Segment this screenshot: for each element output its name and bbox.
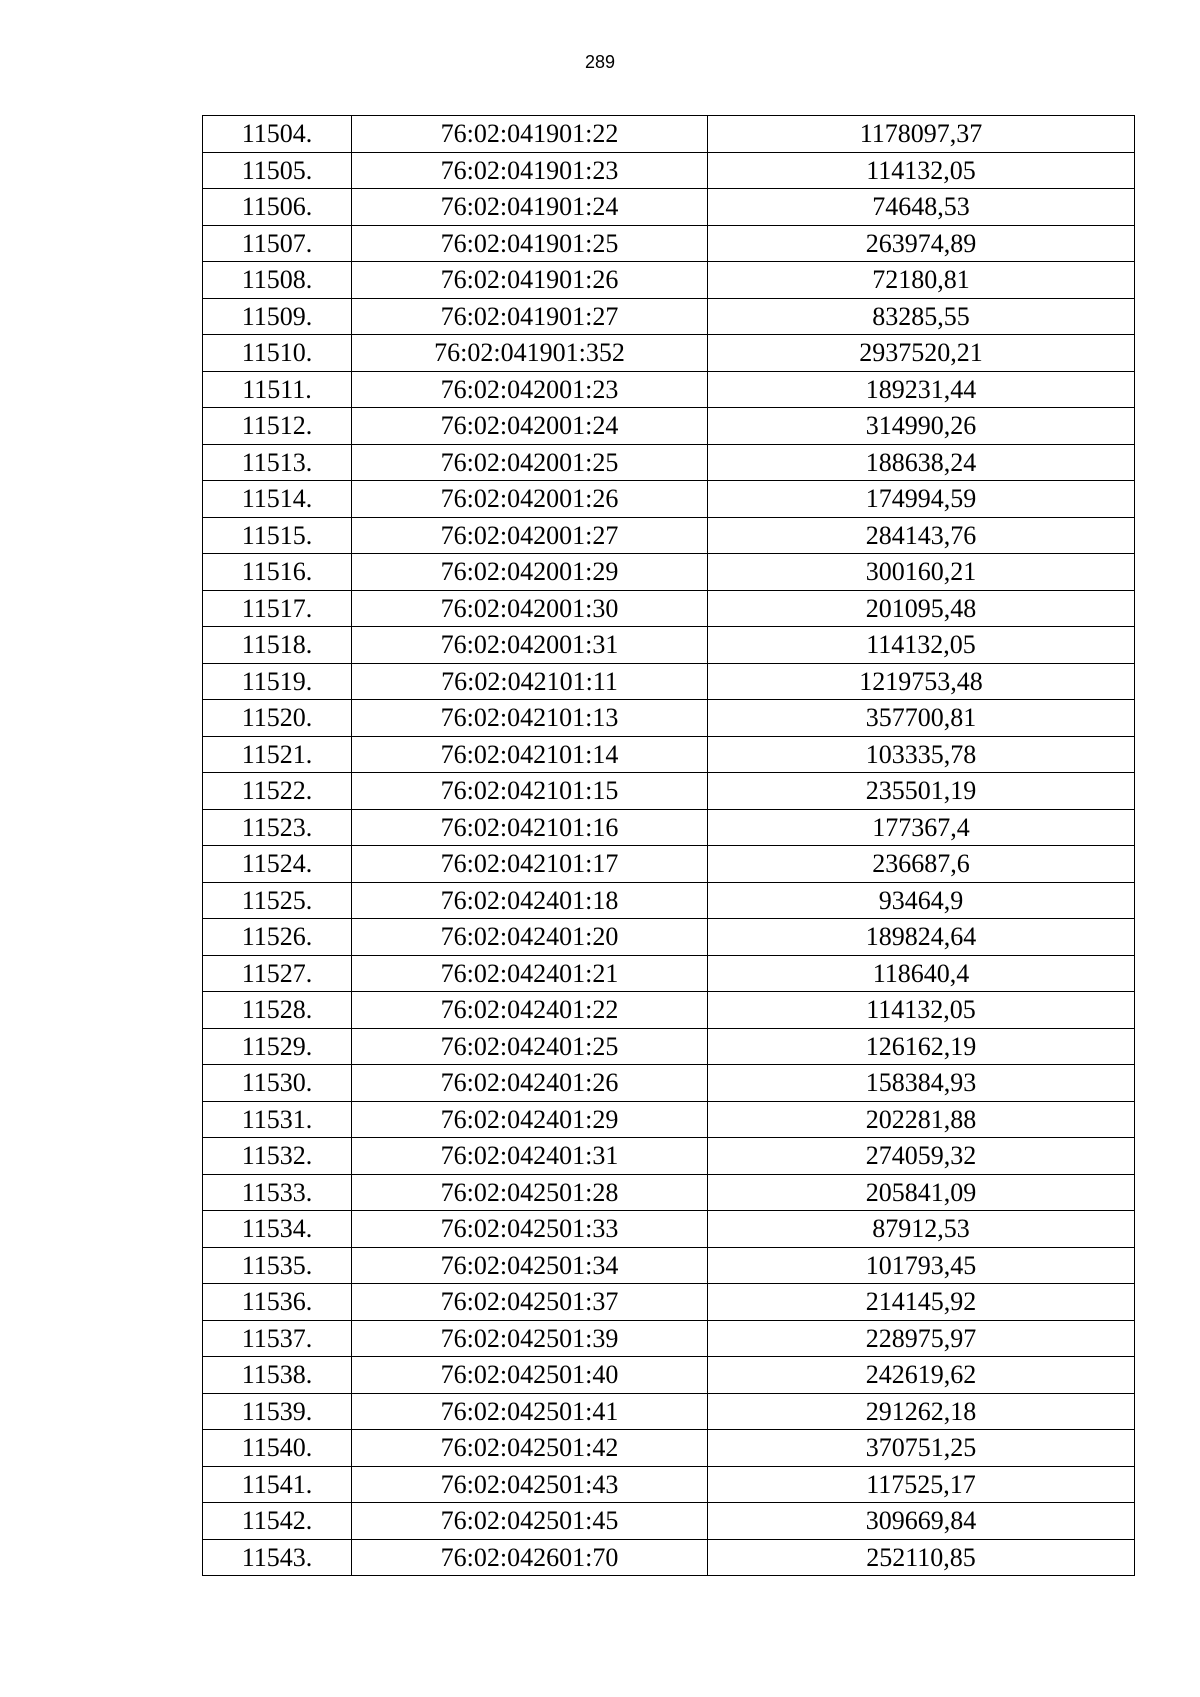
table-row [203, 1393, 1135, 1430]
table-row [203, 955, 1135, 992]
value-cell: 93464,9 [708, 882, 1135, 919]
value-cell: 158384,93 [708, 1065, 1135, 1102]
cadastral-number-cell: 76:02:041901:26 [352, 262, 708, 299]
table-row [203, 1320, 1135, 1357]
value-cell: 101793,45 [708, 1247, 1135, 1284]
table-row [203, 1101, 1135, 1138]
row-number-cell: 11528. [203, 992, 352, 1029]
cadastral-number-cell: 76:02:042401:20 [352, 919, 708, 956]
row-number-cell: 11509. [203, 298, 352, 335]
value-cell: 284143,76 [708, 517, 1135, 554]
row-number-cell: 11510. [203, 335, 352, 372]
row-number-cell: 11533. [203, 1174, 352, 1211]
value-cell: 103335,78 [708, 736, 1135, 773]
table-row [203, 736, 1135, 773]
cadastral-number-cell: 76:02:042001:30 [352, 590, 708, 627]
row-number-cell: 11540. [203, 1430, 352, 1467]
table-row [203, 408, 1135, 445]
table-row [203, 1174, 1135, 1211]
value-cell: 357700,81 [708, 700, 1135, 737]
table-row [203, 335, 1135, 372]
row-number-cell: 11524. [203, 846, 352, 883]
table-row [203, 1065, 1135, 1102]
value-cell: 252110,85 [708, 1539, 1135, 1576]
value-cell: 1219753,48 [708, 663, 1135, 700]
cadastral-number-cell: 76:02:042401:18 [352, 882, 708, 919]
table-row [203, 663, 1135, 700]
row-number-cell: 11527. [203, 955, 352, 992]
cadastral-number-cell: 76:02:042401:22 [352, 992, 708, 1029]
table-row [203, 809, 1135, 846]
cadastral-number-cell: 76:02:042101:11 [352, 663, 708, 700]
value-cell: 236687,6 [708, 846, 1135, 883]
row-number-cell: 11520. [203, 700, 352, 737]
cadastral-number-cell: 76:02:042501:45 [352, 1503, 708, 1540]
row-number-cell: 11506. [203, 189, 352, 226]
value-cell: 189824,64 [708, 919, 1135, 956]
table-row [203, 1539, 1135, 1576]
value-cell: 274059,32 [708, 1138, 1135, 1175]
value-cell: 228975,97 [708, 1320, 1135, 1357]
row-number-cell: 11534. [203, 1211, 352, 1248]
value-cell: 83285,55 [708, 298, 1135, 335]
row-number-cell: 11507. [203, 225, 352, 262]
cadastral-number-cell: 76:02:041901:27 [352, 298, 708, 335]
table-row [203, 1430, 1135, 1467]
value-cell: 205841,09 [708, 1174, 1135, 1211]
row-number-cell: 11518. [203, 627, 352, 664]
cadastral-number-cell: 76:02:042401:25 [352, 1028, 708, 1065]
row-number-cell: 11529. [203, 1028, 352, 1065]
value-cell: 114132,05 [708, 152, 1135, 189]
row-number-cell: 11505. [203, 152, 352, 189]
value-cell: 74648,53 [708, 189, 1135, 226]
table-row [203, 700, 1135, 737]
row-number-cell: 11513. [203, 444, 352, 481]
cadastral-number-cell: 76:02:042601:70 [352, 1539, 708, 1576]
row-number-cell: 11542. [203, 1503, 352, 1540]
value-cell: 189231,44 [708, 371, 1135, 408]
row-number-cell: 11516. [203, 554, 352, 591]
cadastral-number-cell: 76:02:041901:22 [352, 116, 708, 153]
cadastral-number-cell: 76:02:042401:29 [352, 1101, 708, 1138]
table-row [203, 298, 1135, 335]
cadastral-number-cell: 76:02:042501:37 [352, 1284, 708, 1321]
row-number-cell: 11535. [203, 1247, 352, 1284]
value-cell: 291262,18 [708, 1393, 1135, 1430]
value-cell: 114132,05 [708, 992, 1135, 1029]
data-table [202, 115, 1135, 1576]
row-number-cell: 11511. [203, 371, 352, 408]
value-cell: 126162,19 [708, 1028, 1135, 1065]
row-number-cell: 11532. [203, 1138, 352, 1175]
cadastral-number-cell: 76:02:042501:40 [352, 1357, 708, 1394]
row-number-cell: 11504. [203, 116, 352, 153]
cadastral-number-cell: 76:02:042001:24 [352, 408, 708, 445]
value-cell: 177367,4 [708, 809, 1135, 846]
table-row [203, 773, 1135, 810]
value-cell: 201095,48 [708, 590, 1135, 627]
row-number-cell: 11519. [203, 663, 352, 700]
page-number: 289 [584, 52, 616, 72]
cadastral-number-cell: 76:02:042001:29 [352, 554, 708, 591]
row-number-cell: 11536. [203, 1284, 352, 1321]
row-number-cell: 11525. [203, 882, 352, 919]
cadastral-number-cell: 76:02:042001:25 [352, 444, 708, 481]
cadastral-number-cell: 76:02:042101:17 [352, 846, 708, 883]
table-row [203, 116, 1135, 153]
cadastral-number-cell: 76:02:042101:14 [352, 736, 708, 773]
row-number-cell: 11543. [203, 1539, 352, 1576]
table-row [203, 919, 1135, 956]
value-cell: 2937520,21 [708, 335, 1135, 372]
row-number-cell: 11541. [203, 1466, 352, 1503]
value-cell: 309669,84 [708, 1503, 1135, 1540]
table-row [203, 882, 1135, 919]
cadastral-number-cell: 76:02:042001:31 [352, 627, 708, 664]
value-cell: 242619,62 [708, 1357, 1135, 1394]
table-row [203, 1138, 1135, 1175]
table-row [203, 1503, 1135, 1540]
cadastral-number-cell: 76:02:042101:16 [352, 809, 708, 846]
cadastral-number-cell: 76:02:041901:23 [352, 152, 708, 189]
row-number-cell: 11515. [203, 517, 352, 554]
cadastral-number-cell: 76:02:042101:13 [352, 700, 708, 737]
table-row [203, 1028, 1135, 1065]
cadastral-number-cell: 76:02:042401:31 [352, 1138, 708, 1175]
value-cell: 300160,21 [708, 554, 1135, 591]
table-row [203, 481, 1135, 518]
table-row [203, 371, 1135, 408]
cadastral-number-cell: 76:02:042401:21 [352, 955, 708, 992]
cadastral-number-cell: 76:02:042501:42 [352, 1430, 708, 1467]
row-number-cell: 11514. [203, 481, 352, 518]
table-row [203, 590, 1135, 627]
row-number-cell: 11523. [203, 809, 352, 846]
value-cell: 370751,25 [708, 1430, 1135, 1467]
row-number-cell: 11530. [203, 1065, 352, 1102]
value-cell: 263974,89 [708, 225, 1135, 262]
value-cell: 214145,92 [708, 1284, 1135, 1321]
value-cell: 87912,53 [708, 1211, 1135, 1248]
table-row [203, 1211, 1135, 1248]
cadastral-number-cell: 76:02:042501:33 [352, 1211, 708, 1248]
row-number-cell: 11526. [203, 919, 352, 956]
cadastral-number-cell: 76:02:042001:26 [352, 481, 708, 518]
table-body [203, 116, 1135, 1576]
value-cell: 188638,24 [708, 444, 1135, 481]
table-row [203, 152, 1135, 189]
row-number-cell: 11512. [203, 408, 352, 445]
value-cell: 118640,4 [708, 955, 1135, 992]
cadastral-number-cell: 76:02:042501:43 [352, 1466, 708, 1503]
value-cell: 235501,19 [708, 773, 1135, 810]
cadastral-number-cell: 76:02:042501:39 [352, 1320, 708, 1357]
cadastral-number-cell: 76:02:041901:352 [352, 335, 708, 372]
value-cell: 117525,17 [708, 1466, 1135, 1503]
cadastral-number-cell: 76:02:042501:34 [352, 1247, 708, 1284]
table-row [203, 225, 1135, 262]
value-cell: 174994,59 [708, 481, 1135, 518]
table-row [203, 846, 1135, 883]
cadastral-number-cell: 76:02:042001:27 [352, 517, 708, 554]
value-cell: 114132,05 [708, 627, 1135, 664]
table-row [203, 627, 1135, 664]
cadastral-number-cell: 76:02:042501:41 [352, 1393, 708, 1430]
row-number-cell: 11537. [203, 1320, 352, 1357]
cadastral-number-cell: 76:02:042001:23 [352, 371, 708, 408]
table-row [203, 992, 1135, 1029]
cadastral-number-cell: 76:02:041901:24 [352, 189, 708, 226]
table-row [203, 554, 1135, 591]
row-number-cell: 11508. [203, 262, 352, 299]
row-number-cell: 11521. [203, 736, 352, 773]
row-number-cell: 11522. [203, 773, 352, 810]
table-row [203, 517, 1135, 554]
value-cell: 1178097,37 [708, 116, 1135, 153]
table-row [203, 1466, 1135, 1503]
table-row [203, 1357, 1135, 1394]
cadastral-number-cell: 76:02:041901:25 [352, 225, 708, 262]
value-cell: 314990,26 [708, 408, 1135, 445]
cadastral-number-cell: 76:02:042401:26 [352, 1065, 708, 1102]
row-number-cell: 11539. [203, 1393, 352, 1430]
row-number-cell: 11538. [203, 1357, 352, 1394]
value-cell: 202281,88 [708, 1101, 1135, 1138]
table-row [203, 189, 1135, 226]
value-cell: 72180,81 [708, 262, 1135, 299]
cadastral-number-cell: 76:02:042501:28 [352, 1174, 708, 1211]
row-number-cell: 11517. [203, 590, 352, 627]
row-number-cell: 11531. [203, 1101, 352, 1138]
table-row [203, 444, 1135, 481]
table-row [203, 262, 1135, 299]
table-row [203, 1247, 1135, 1284]
cadastral-number-cell: 76:02:042101:15 [352, 773, 708, 810]
table-row [203, 1284, 1135, 1321]
